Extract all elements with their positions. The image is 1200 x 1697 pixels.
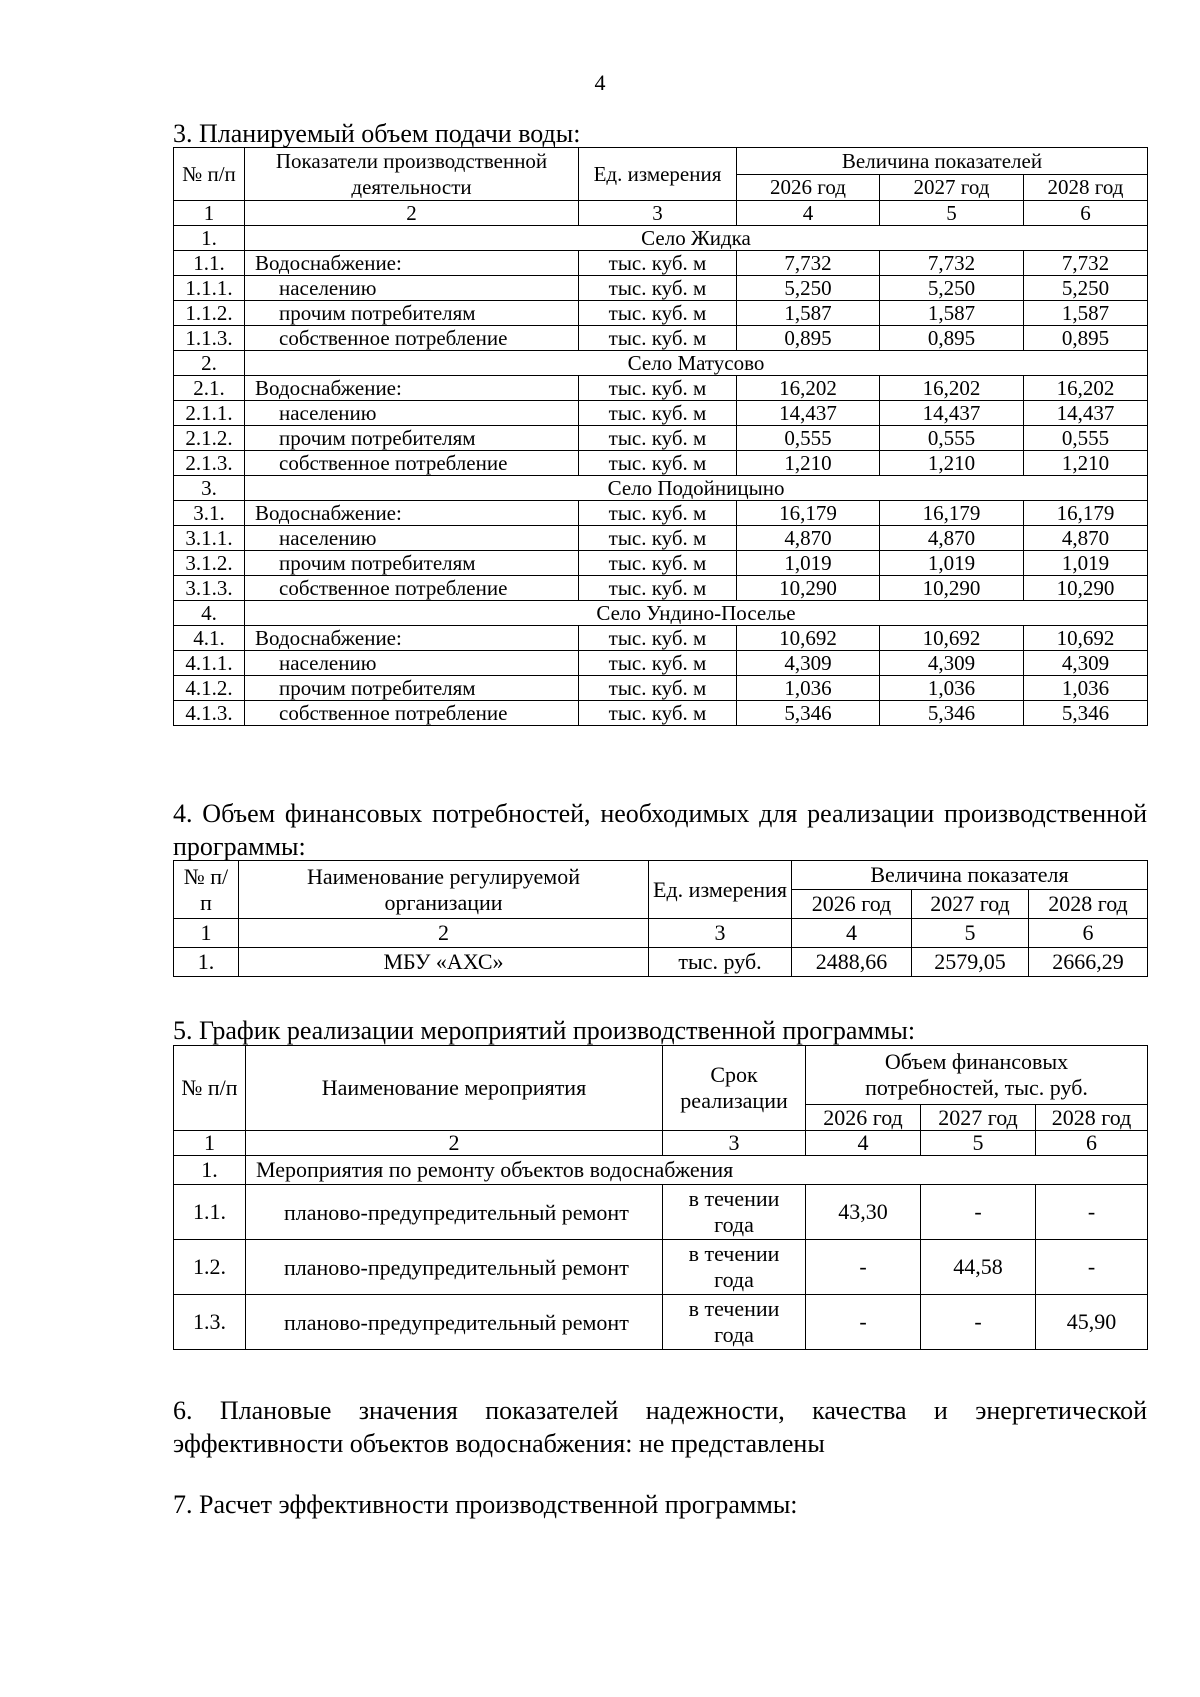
row-value: 1,587	[880, 301, 1024, 326]
col-number: 2	[246, 1131, 663, 1156]
row-term: в течении года	[663, 1295, 806, 1350]
row-indicator: Водоснабжение:	[245, 626, 579, 651]
header-num: № п/п	[174, 148, 245, 201]
group-num: 1.	[174, 1156, 246, 1185]
table-row	[174, 401, 1148, 426]
row-num: 3.1.	[174, 501, 245, 526]
col-number: 4	[792, 919, 912, 948]
row-indicator: собственное потребление	[245, 451, 579, 476]
row-num: 4.1.1.	[174, 651, 245, 676]
section7-text: 7. Расчет эффективности производственной программы:	[173, 1490, 798, 1519]
row-value: 5,250	[737, 276, 880, 301]
row-value: 2666,29	[1029, 948, 1148, 977]
measure-name: планово-предупредительный ремонт	[284, 1309, 629, 1335]
row-indicator: населению	[245, 651, 579, 676]
header-name: Наименование мероприятия	[246, 1046, 663, 1131]
table-row	[174, 701, 1148, 726]
col-number: 6	[1036, 1131, 1148, 1156]
water-supply-table	[173, 147, 1148, 726]
row-value: 7,732	[1024, 251, 1148, 276]
header-term: Срок реализации	[663, 1046, 806, 1131]
row-unit: тыс. куб. м	[579, 451, 737, 476]
group-num: 2.	[174, 351, 245, 376]
header-year: 2026 год	[737, 174, 880, 201]
row-unit: тыс. куб. м	[579, 626, 737, 651]
row-indicator: прочим потребителям	[245, 676, 579, 701]
row-num: 2.1.2.	[174, 426, 245, 451]
table-row	[174, 651, 1148, 676]
header-num: № п/п	[174, 1046, 246, 1131]
row-value: 4,309	[880, 651, 1024, 676]
row-value: 16,202	[1024, 376, 1148, 401]
row-value: 1,587	[737, 301, 880, 326]
row-value: 1,019	[1024, 551, 1148, 576]
row-value: 5,250	[880, 276, 1024, 301]
row-value: 1,210	[737, 451, 880, 476]
row-num: 1.3.	[174, 1295, 246, 1350]
row-value: 10,692	[737, 626, 880, 651]
measure-name: планово-предупредительный ремонт	[284, 1254, 629, 1280]
section4-title: 4. Объем финансовых потребностей, необходимых для реализации производственной программы:	[173, 799, 1147, 861]
table-row	[174, 276, 1148, 301]
row-unit: тыс. куб. м	[579, 401, 737, 426]
row-num: 3.1.2.	[174, 551, 245, 576]
row-value: 0,555	[1024, 426, 1148, 451]
table-row	[174, 451, 1148, 476]
group-row	[174, 476, 1148, 501]
header-indicator: Показатели производственной деятельности	[245, 148, 579, 201]
row-value: 0,895	[880, 326, 1024, 351]
table-row	[174, 948, 1148, 977]
row-value: 5,250	[1024, 276, 1148, 301]
group-row	[174, 1156, 1148, 1185]
header-year: 2026 год	[806, 1105, 921, 1131]
row-value: 7,732	[737, 251, 880, 276]
row-indicator: населению	[245, 526, 579, 551]
table-row	[174, 376, 1148, 401]
table-row	[174, 526, 1148, 551]
row-value: 5,346	[1024, 701, 1148, 726]
row-num: 2.1.	[174, 376, 245, 401]
row-unit: тыс. куб. м	[579, 526, 737, 551]
row-value: 10,290	[737, 576, 880, 601]
village-name: Село Жидка	[245, 226, 1148, 251]
row-value: -	[806, 1240, 921, 1295]
group-name: Мероприятия по ремонту объектов водоснабжения	[246, 1156, 1148, 1185]
financial-needs-table	[173, 860, 1148, 977]
row-value: 5,346	[737, 701, 880, 726]
row-value: 16,179	[1024, 501, 1148, 526]
row-indicator: собственное потребление	[245, 701, 579, 726]
table-row	[174, 1240, 1148, 1295]
row-value: 14,437	[880, 401, 1024, 426]
row-unit: тыс. куб. м	[579, 676, 737, 701]
section6-text: 6. Плановые значения показателей надежности, качества и энергетической эффективности объектов водоснабжения: не представлены	[173, 1396, 1147, 1458]
group-num: 1.	[174, 226, 245, 251]
row-unit: тыс. куб. м	[579, 651, 737, 676]
col-number: 3	[649, 919, 792, 948]
row-num: 1.1.3.	[174, 326, 245, 351]
row-value: 0,895	[1024, 326, 1148, 351]
table-row	[174, 676, 1148, 701]
table-row	[174, 1185, 1148, 1240]
header-year: 2028 год	[1024, 174, 1148, 201]
group-num: 4.	[174, 601, 245, 626]
header-org: Наименование регулируемой организации	[239, 861, 649, 919]
row-unit: тыс. куб. м	[579, 501, 737, 526]
col-number: 2	[245, 201, 579, 226]
row-indicator: Водоснабжение:	[245, 376, 579, 401]
row-indicator: собственное потребление	[245, 576, 579, 601]
row-num: 1.1.1.	[174, 276, 245, 301]
village-name: Село Ундино-Поселье	[245, 601, 1148, 626]
row-indicator: прочим потребителям	[245, 301, 579, 326]
group-row	[174, 601, 1148, 626]
village-name: Село Матусово	[245, 351, 1148, 376]
row-value: 16,179	[737, 501, 880, 526]
measure-cell	[246, 1240, 663, 1295]
row-indicator: прочим потребителям	[245, 551, 579, 576]
row-num: 1.1.	[174, 1185, 246, 1240]
header-value-group: Объем финансовых потребностей, тыс. руб.	[806, 1046, 1148, 1105]
row-value: 1,210	[880, 451, 1024, 476]
header-year: 2027 год	[921, 1105, 1036, 1131]
col-number: 5	[912, 919, 1029, 948]
row-value: 7,732	[880, 251, 1024, 276]
row-value: 44,58	[921, 1240, 1036, 1295]
header-year: 2028 год	[1029, 890, 1148, 919]
header-unit: Ед. измерения	[579, 148, 737, 201]
group-row	[174, 226, 1148, 251]
row-value: 45,90	[1036, 1295, 1148, 1350]
header-year: 2028 год	[1036, 1105, 1148, 1131]
row-value: -	[806, 1295, 921, 1350]
row-num: 3.1.1.	[174, 526, 245, 551]
row-value: 1,019	[737, 551, 880, 576]
col-number: 6	[1024, 201, 1148, 226]
row-indicator: Водоснабжение:	[245, 501, 579, 526]
row-value: 10,692	[1024, 626, 1148, 651]
row-value: -	[1036, 1240, 1148, 1295]
header-year: 2026 год	[792, 890, 912, 919]
row-value: 4,309	[737, 651, 880, 676]
table-row	[174, 301, 1148, 326]
row-value: 10,290	[1024, 576, 1148, 601]
header-year: 2027 год	[912, 890, 1029, 919]
row-value: 4,309	[1024, 651, 1148, 676]
col-number: 6	[1029, 919, 1148, 948]
row-value: 16,202	[880, 376, 1024, 401]
header-value-group: Величина показателей	[737, 148, 1148, 175]
row-unit: тыс. куб. м	[579, 576, 737, 601]
col-number: 4	[806, 1131, 921, 1156]
row-num: 1.	[174, 948, 239, 977]
row-value: 0,895	[737, 326, 880, 351]
row-value: 1,036	[1024, 676, 1148, 701]
table-row	[174, 426, 1148, 451]
row-value: 4,870	[737, 526, 880, 551]
row-unit: тыс. куб. м	[579, 276, 737, 301]
row-value: 0,555	[737, 426, 880, 451]
table-row	[174, 326, 1148, 351]
row-num: 1.1.	[174, 251, 245, 276]
table-row	[174, 576, 1148, 601]
group-num: 3.	[174, 476, 245, 501]
village-name: Село Подойницыно	[245, 476, 1148, 501]
row-indicator: собственное потребление	[245, 326, 579, 351]
header-year: 2027 год	[880, 174, 1024, 201]
col-number: 1	[174, 201, 245, 226]
col-number: 2	[239, 919, 649, 948]
row-unit: тыс. куб. м	[579, 301, 737, 326]
table-row	[174, 501, 1148, 526]
row-num: 4.1.2.	[174, 676, 245, 701]
row-value: -	[1036, 1185, 1148, 1240]
row-value: 10,290	[880, 576, 1024, 601]
header-unit: Ед. измерения	[649, 861, 792, 919]
row-num: 2.1.1.	[174, 401, 245, 426]
col-number: 4	[737, 201, 880, 226]
row-num: 2.1.3.	[174, 451, 245, 476]
row-value: 1,036	[880, 676, 1024, 701]
col-number: 3	[663, 1131, 806, 1156]
row-indicator: населению	[245, 276, 579, 301]
row-value: 10,692	[880, 626, 1024, 651]
table-row	[174, 251, 1148, 276]
page-number: 4	[594, 70, 606, 95]
row-value: 16,179	[880, 501, 1024, 526]
row-value: 4,870	[1024, 526, 1148, 551]
row-indicator: прочим потребителям	[245, 426, 579, 451]
row-num: 1.2.	[174, 1240, 246, 1295]
row-value: 14,437	[1024, 401, 1148, 426]
col-number: 5	[921, 1131, 1036, 1156]
row-num: 1.1.2.	[174, 301, 245, 326]
table-row	[174, 1295, 1148, 1350]
row-unit: тыс. куб. м	[579, 426, 737, 451]
header-num: № п/п	[174, 861, 239, 919]
row-value: 14,437	[737, 401, 880, 426]
col-number: 3	[579, 201, 737, 226]
section5-title: 5. График реализации мероприятий производственной программы:	[173, 1016, 916, 1045]
row-value: 1,587	[1024, 301, 1148, 326]
row-unit: тыс. куб. м	[579, 326, 737, 351]
row-value: -	[921, 1185, 1036, 1240]
row-indicator: Водоснабжение:	[245, 251, 579, 276]
measure-cell	[246, 1295, 663, 1350]
table-row	[174, 626, 1148, 651]
col-number: 1	[174, 1131, 246, 1156]
section3-title: 3. Планируемый объем подачи воды:	[173, 119, 581, 148]
row-unit: тыс. руб.	[649, 948, 792, 977]
row-value: 1,019	[880, 551, 1024, 576]
row-num: 4.1.	[174, 626, 245, 651]
row-unit: тыс. куб. м	[579, 376, 737, 401]
row-value: 43,30	[806, 1185, 921, 1240]
measure-cell	[246, 1185, 663, 1240]
measure-name: планово-предупредительный ремонт	[284, 1199, 629, 1225]
row-value: 4,870	[880, 526, 1024, 551]
row-unit: тыс. куб. м	[579, 551, 737, 576]
row-value: 5,346	[880, 701, 1024, 726]
group-row	[174, 351, 1148, 376]
row-value: 1,036	[737, 676, 880, 701]
col-number: 1	[174, 919, 239, 948]
row-unit: тыс. куб. м	[579, 701, 737, 726]
row-value: 0,555	[880, 426, 1024, 451]
row-value: 16,202	[737, 376, 880, 401]
row-value: 1,210	[1024, 451, 1148, 476]
schedule-table	[173, 1045, 1148, 1350]
row-term: в течении года	[663, 1240, 806, 1295]
row-num: 4.1.3.	[174, 701, 245, 726]
row-num: 3.1.3.	[174, 576, 245, 601]
row-value: -	[921, 1295, 1036, 1350]
row-value: 2488,66	[792, 948, 912, 977]
row-unit: тыс. куб. м	[579, 251, 737, 276]
header-value-group: Величина показателя	[792, 861, 1148, 890]
col-number: 5	[880, 201, 1024, 226]
row-value: 2579,05	[912, 948, 1029, 977]
table-row	[174, 551, 1148, 576]
row-indicator: населению	[245, 401, 579, 426]
row-term: в течении года	[663, 1185, 806, 1240]
org-name: МБУ «АХС»	[239, 948, 649, 977]
